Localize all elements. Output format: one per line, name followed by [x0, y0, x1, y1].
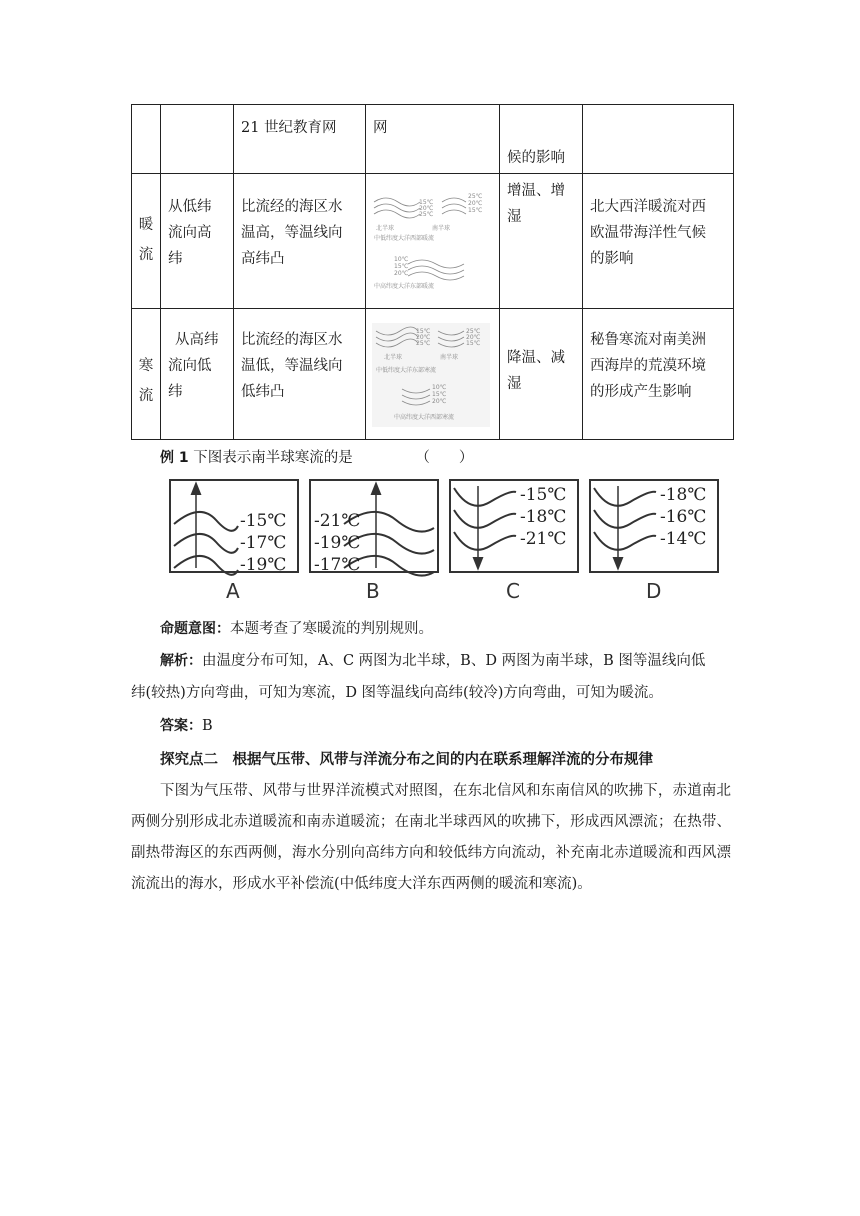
- isotherm-panel-c: [450, 480, 578, 602]
- cold-left-temp: 20℃: [416, 334, 431, 341]
- warm-lower-temp: 10℃: [394, 256, 409, 263]
- analysis-label: 解析：: [160, 653, 202, 669]
- isotherm-panels-figure: [164, 476, 730, 602]
- panel-temp-label: -19℃: [314, 533, 361, 553]
- isotherm-line: [454, 510, 516, 528]
- panel-temp-label: -21℃: [520, 529, 567, 549]
- isotherm-line: [174, 534, 238, 553]
- analysis-line-2: 纬(较热)方向弯曲，可知为寒流，D 图等温线向高纬(较冷)方向弯曲，可知为暖流。: [131, 685, 663, 701]
- warm-isotherm-description: 比流经的海区水 温高，等温线向 高纬凸: [241, 199, 343, 267]
- warm-isotherm-thumbnail: [372, 188, 490, 292]
- panel-temp-label: -18℃: [520, 507, 567, 527]
- warm-current-diagram: [366, 174, 499, 292]
- warm-caption-2: 中高纬度大洋东部暖流: [374, 283, 435, 290]
- table-cell-text: 候的影响: [507, 150, 565, 166]
- section-title: 探究点二 根据气压带、风带与洋流分布之间的内在联系理解洋流的分布规律: [160, 752, 653, 768]
- table-row-cold: 寒 流 从高纬 流向低 纬 比流经的海区水 温低，等温线向 低纬凸 15℃ 20℃ 25℃ 25℃ 20℃ 15℃ 北半球 南半球 中低纬度大洋东部寒流 10℃ 15℃ 20℃ 中高纬度大洋西部寒流 降温、减 湿 秘鲁寒流对南美洲 西海岸的荒漠环境 的形成产生影响: [132, 309, 734, 440]
- panel-letter: A: [226, 579, 240, 602]
- panel-temp-label: -14℃: [660, 529, 707, 549]
- warm-right-temp: 25℃: [468, 193, 483, 200]
- warm-right-temp: 15℃: [468, 207, 483, 214]
- cold-lower-temp: 10℃: [432, 384, 447, 391]
- warm-south-label: 南半球: [432, 225, 451, 232]
- table-cell-text: 网: [373, 120, 388, 136]
- intent-text: 本题考查了寒暖流的判别规则。: [230, 621, 433, 637]
- example-text: 下图表示南半球寒流的是: [193, 450, 353, 466]
- panel-letter: D: [646, 579, 662, 602]
- analysis-line-1: [160, 649, 705, 670]
- table-row-warm: [132, 174, 734, 309]
- panel-temp-label: -15℃: [240, 511, 287, 531]
- warm-lower-temp: 15℃: [394, 263, 409, 270]
- ocean-current-table: [131, 104, 734, 440]
- panel-letter: C: [506, 579, 520, 602]
- answer-value: B: [202, 718, 213, 734]
- panel-temp-label: -16℃: [660, 507, 707, 527]
- example-label: 例 1: [160, 450, 189, 466]
- analysis-text-1: 由温度分布可知，A、C 两图为北半球，B、D 两图为南半球，B 图等温线向低: [202, 653, 706, 669]
- warm-left-temp: 20℃: [419, 205, 434, 212]
- isotherm-line: [174, 512, 238, 531]
- cold-right-temp: 15℃: [466, 340, 481, 347]
- cold-current-diagram: [366, 309, 499, 427]
- panel-temp-label: -21℃: [314, 511, 361, 531]
- warm-left-temp: 15℃: [419, 199, 434, 206]
- warm-effect: 增温、增 湿: [507, 183, 565, 225]
- panel-temp-label: -17℃: [240, 533, 287, 553]
- isotherm-panel-a: [170, 480, 298, 602]
- flow-arrowhead: [372, 484, 380, 494]
- cold-direction: 从高纬: [175, 332, 219, 348]
- cold-example: 秘鲁寒流对南美洲 西海岸的荒漠环境 的形成产生影响: [590, 332, 706, 400]
- cold-isotherm-description: 比流经的海区水 温低，等温线向 低纬凸: [241, 332, 343, 400]
- warm-north-label: 北半球: [376, 225, 395, 232]
- answer-line: [160, 715, 213, 735]
- cold-isotherm-thumbnail: [372, 323, 490, 427]
- cold-right-temp: 20℃: [466, 334, 481, 341]
- panel-temp-label: -19℃: [240, 555, 287, 575]
- isotherm-line: [454, 532, 516, 550]
- table-row: [132, 105, 734, 174]
- cold-lower-temp: 20℃: [432, 398, 447, 405]
- warm-caption-1: 中低纬度大洋西部暖流: [374, 235, 435, 242]
- panel-temp-label: -18℃: [660, 485, 707, 505]
- example-question: [160, 446, 473, 467]
- isotherm-line: [594, 510, 656, 528]
- intent-line: [160, 617, 433, 638]
- warm-lower-temp: 20℃: [394, 270, 409, 277]
- isotherm-line: [594, 532, 656, 550]
- answer-label: 答案：: [160, 718, 202, 734]
- cold-caption-1: 中低纬度大洋东部寒流: [376, 367, 437, 374]
- warm-example: 北大西洋暖流对西 欧温带海洋性气候 的影响: [590, 199, 706, 267]
- flow-arrowhead: [474, 558, 482, 568]
- warm-left-temp: 25℃: [419, 211, 434, 218]
- warm-right-temp: 20℃: [468, 200, 483, 207]
- answer-brackets: （ ）: [415, 450, 474, 466]
- cold-right-temp: 25℃: [466, 328, 481, 335]
- panel-letter: B: [366, 579, 380, 602]
- isotherm-panel-d: [590, 480, 718, 602]
- panel-temp-label: -17℃: [314, 555, 361, 575]
- current-type-cold: 寒 流: [138, 358, 154, 404]
- cold-south-label: 南半球: [440, 354, 459, 361]
- flow-arrowhead: [614, 558, 622, 568]
- body-paragraph: 下图为气压带、风带与世界洋流模式对照图，在东北信风和东南信风的吹拂下，赤道南北两侧分别形成北赤道暖流和南赤道暖流；在南北半球西风的吹拂下，形成西风漂流；在热带、副热带海区的东西两侧，海水分别向高纬方向和较低纬方向流动，补充南北赤道暖流和西风漂流流出的海水，形成水平补偿流(中低纬度大洋东西两侧的暖流和寒流)。: [131, 783, 731, 892]
- cold-left-temp: 15℃: [416, 328, 431, 335]
- cold-north-label: 北半球: [384, 354, 403, 361]
- cold-lower-temp: 15℃: [432, 391, 447, 398]
- table-cell-text: 21 世纪教育网: [241, 120, 337, 136]
- panel-temp-label: -15℃: [520, 485, 567, 505]
- flow-arrowhead: [192, 484, 200, 494]
- intent-label: 命题意图：: [160, 621, 230, 637]
- cold-effect: 降温、减 湿: [507, 350, 565, 392]
- warm-direction: 从低纬 流向高 纬: [168, 199, 212, 267]
- isotherm-line: [454, 488, 516, 506]
- isotherm-panel-b: [310, 480, 438, 602]
- current-type-warm: 暖 流: [138, 217, 154, 263]
- cold-caption-2: 中高纬度大洋西部寒流: [394, 414, 455, 421]
- cold-left-temp: 25℃: [416, 340, 431, 347]
- isotherm-line: [594, 488, 656, 506]
